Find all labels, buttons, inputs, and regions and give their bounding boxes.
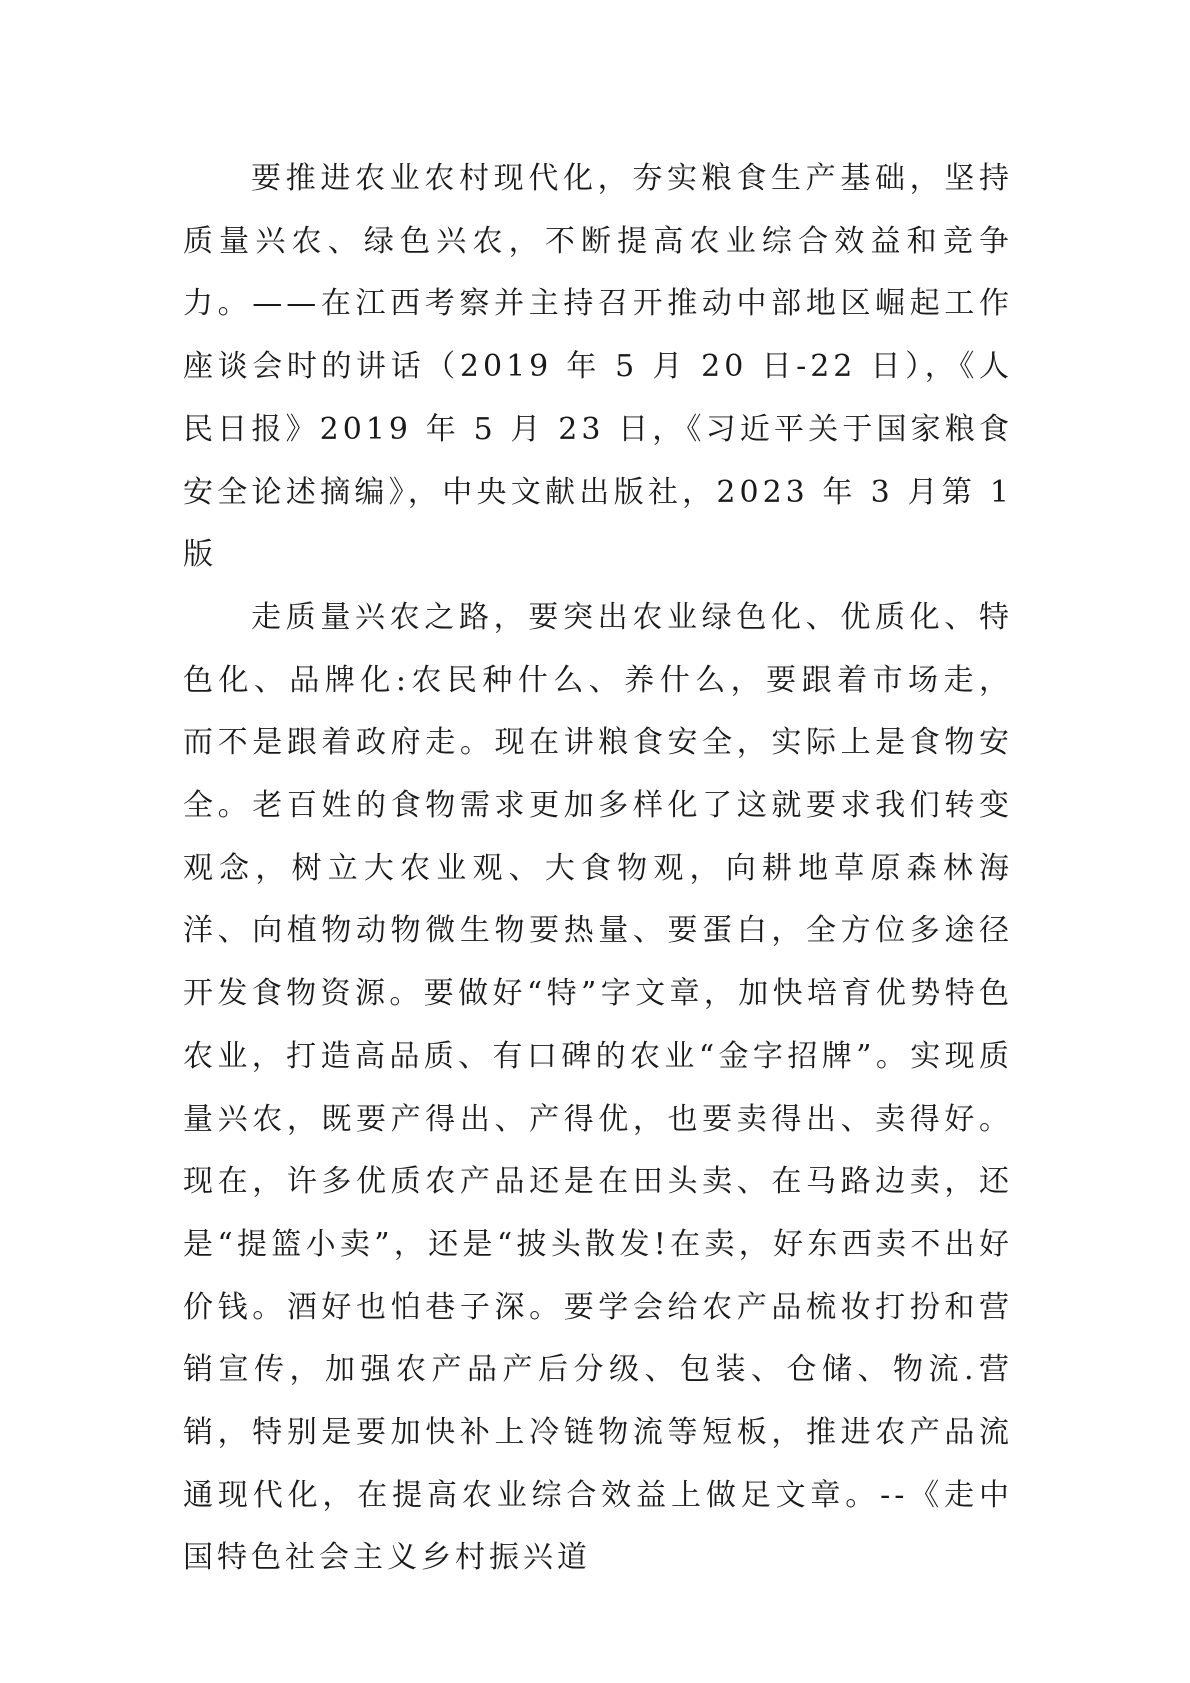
paragraph-2: 走质量兴农之路，要突出农业绿色化、优质化、特色化、品牌化:农民种什么、养什么，要跟着市场走，而不是跟着政府走。现在讲粮食安全，实际上是食物安全。老百姓的食物需求更加多样化了这就要求我们转变观念，树立大农业观、大食物观，向耕地草原森林海洋、向植物动物微生物要热量、要蛋白，全方位多途径开发食物资源。要做好“特”字文章，加快培育优势特色农业，打造高品质、有口碑的农业“金字招牌”。实现质量兴农，既要产得出、产得优，也要卖得出、卖得好。现在，许多优质农产品还是在田头卖、在马路边卖，还是“提篮小卖”，还是“披头散发!在卖，好东西卖不出好价钱。酒好也怕巷子深。要学会给农产品梳妆打扮和营销宣传，加强农产品产后分级、包装、仓储、物流.营销，特别是要加快补上冷链物流等短板，推进农产品流通现代化，在提高农业综合效益上做足文章。--《走中国特色社会主义乡村振兴道 [183,599,1013,1576]
paragraph-1: 要推进农业农村现代化，夯实粮食生产基础，坚持质量兴农、绿色兴农，不断提高农业综合效益和竞争力。——在江西考察并主持召开推动中部地区崛起工作座谈会时的讲话（2019 年 5 月 20 日-22 日），《人民日报》2019 年 5 月 23 日，《习近平关于国家粮食安全论述摘编》，中央文献出版社，2023 年 3 月第 1 版 [183,161,1013,573]
document-body [183,148,1013,1590]
